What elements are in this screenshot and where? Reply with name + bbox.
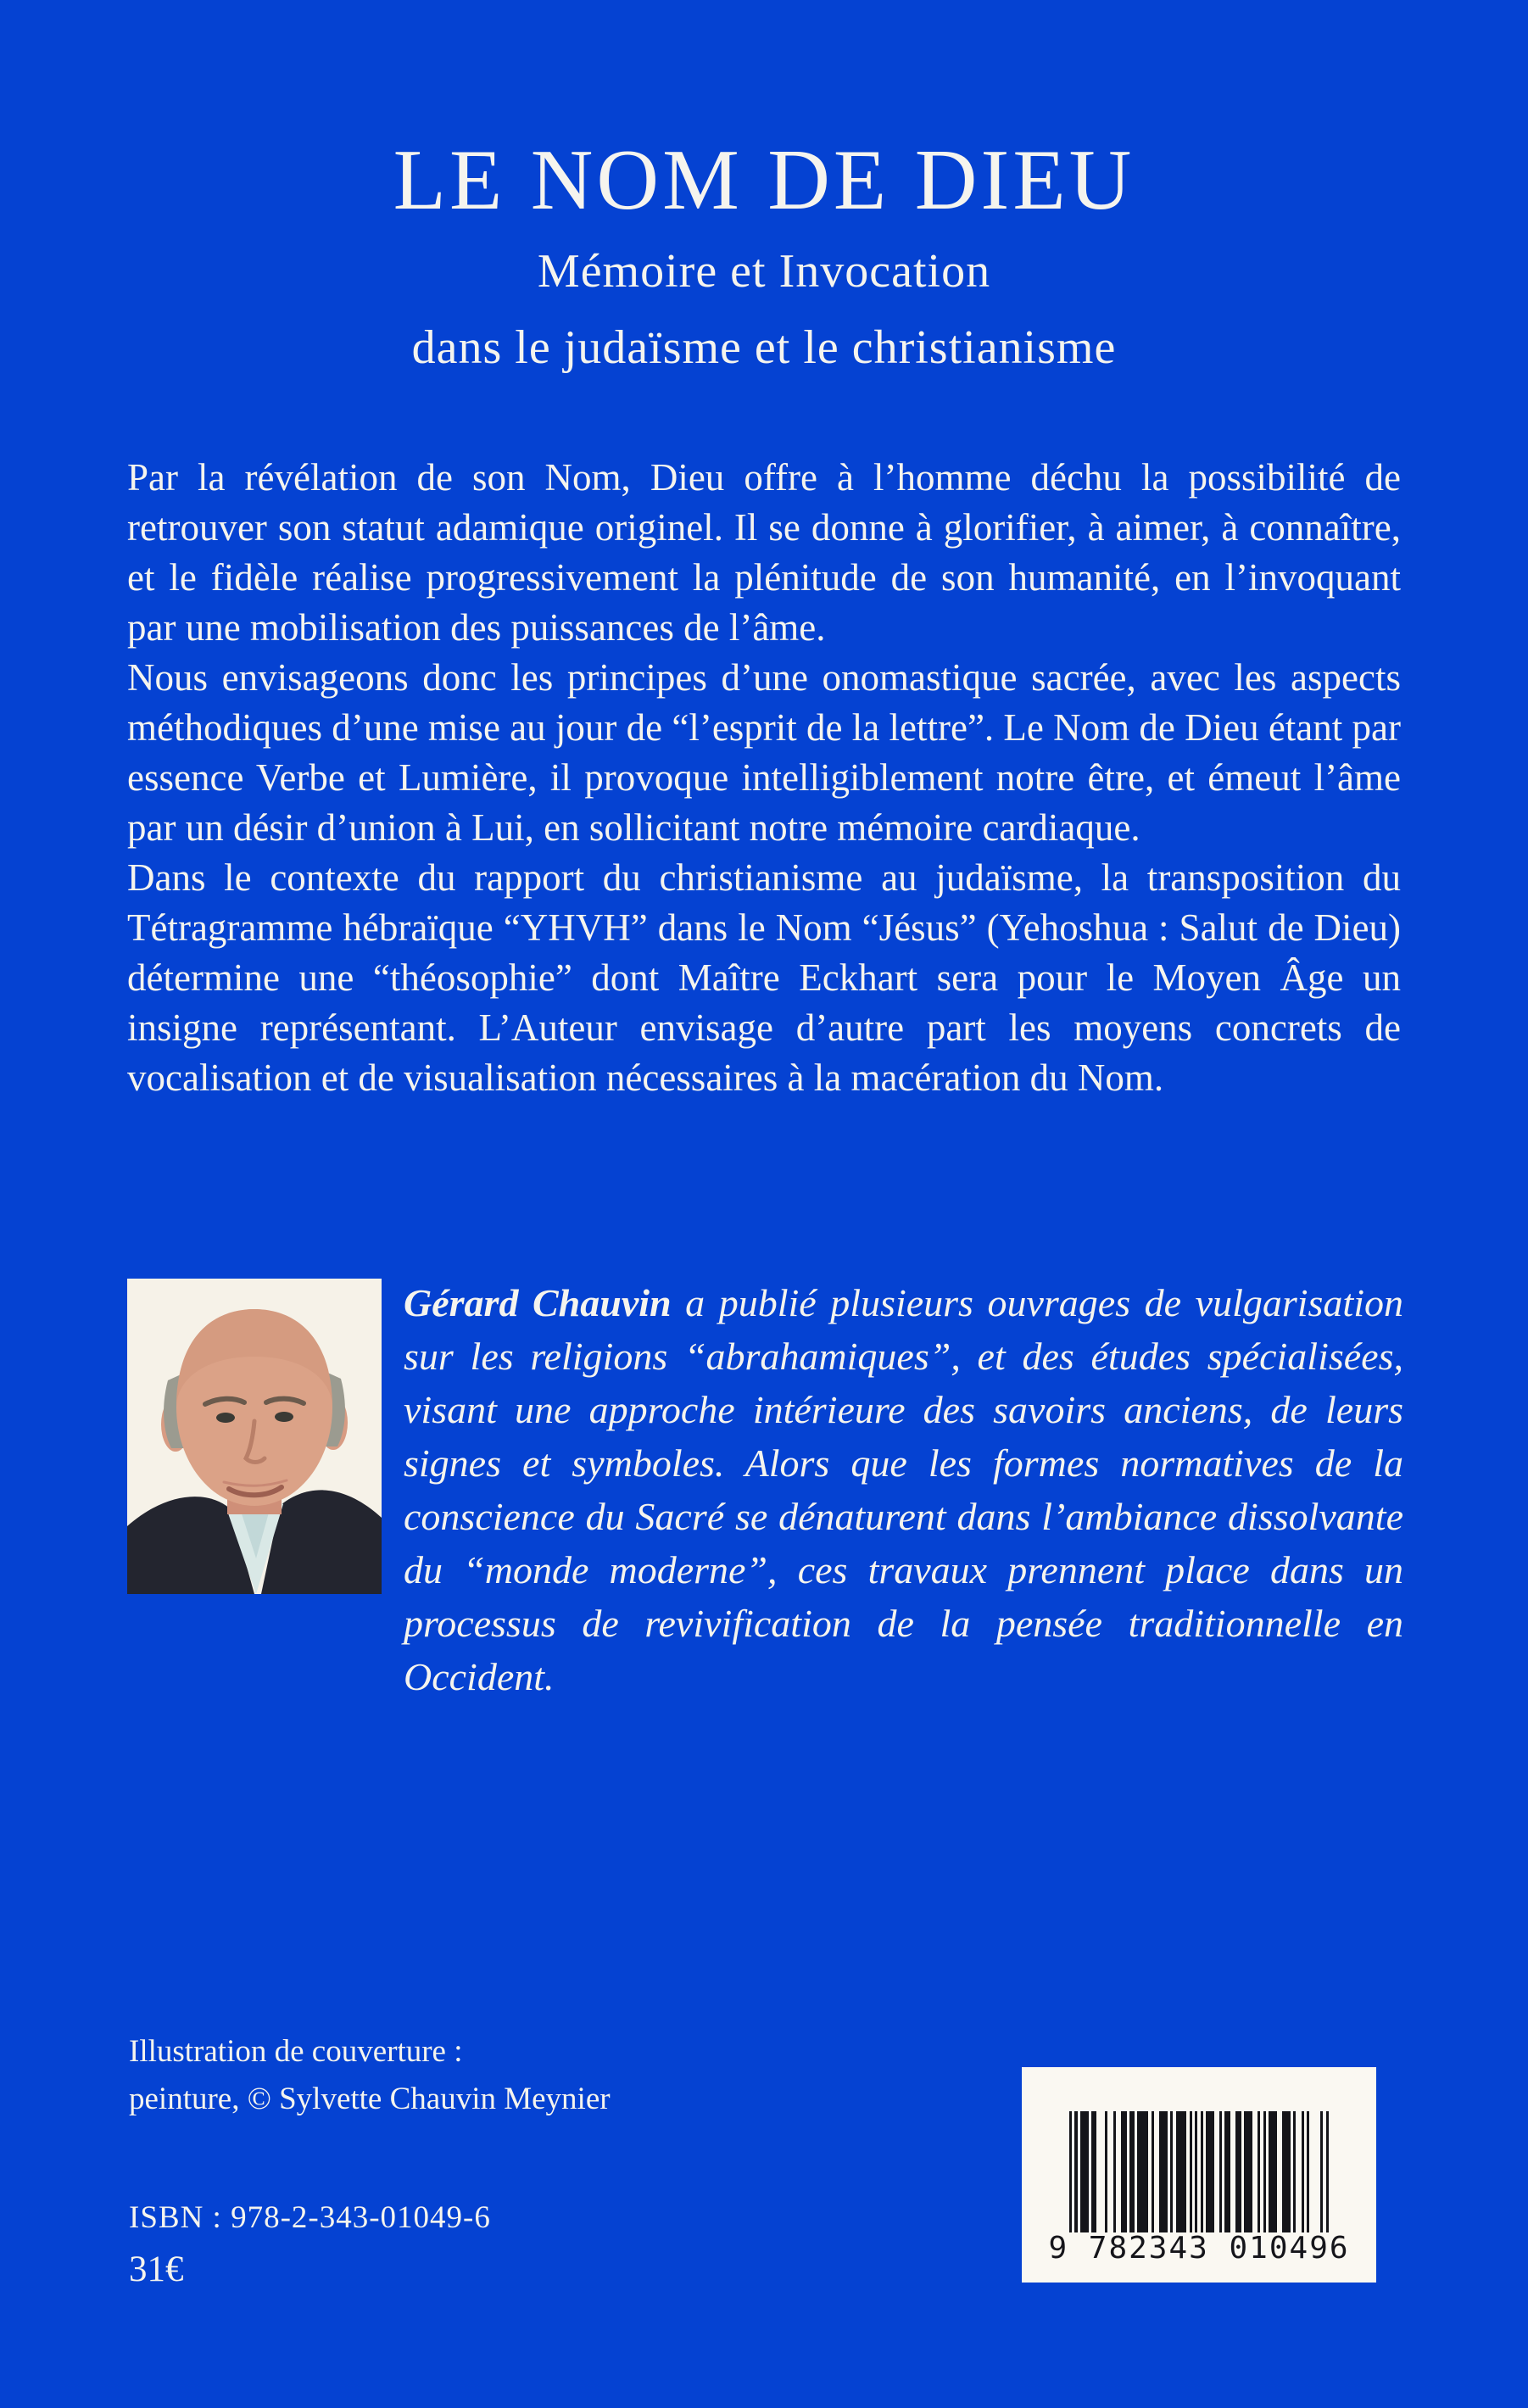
synopsis-paragraph-2: Nous envisageons donc les principes d’une onomastique sacrée, avec les aspects méthodiques d’une mise au jour de “l’esprit de la lettre”. Le Nom de Dieu étant par essence Verbe et Lumière, il provoque intelligiblement notre être, et émeut l’âme par un désir d’union à Lui, en sollicitant notre mémoire cardiaque. (127, 656, 1401, 849)
synopsis-section (127, 453, 1401, 1103)
barcode-number: 9 782343 010496 (1048, 2231, 1350, 2266)
author-bio-rest: a publié plusieurs ouvrages de vulgarisation sur les religions “abrahamiques”, et des études spécialisées, visant une approche intérieure des savoirs anciens, de leurs signes et symboles. Alors que les formes normatives de la conscience du Sacré se dénaturent dans l’ambiance dissolvante du “monde moderne”, ces travaux prennent place dans un processus de revivification de la pensée traditionnelle en Occident. (404, 1281, 1403, 1698)
subtitle-line-2: dans le judaïsme et le christianisme (411, 321, 1117, 375)
page-title: LE NOM DE DIEU (393, 132, 1135, 228)
illustration-credit-line-2: peinture, © Sylvette Chauvin Meynier (129, 2082, 611, 2116)
author-bio-section (127, 1276, 1403, 1703)
illustration-credit-line-1: Illustration de couverture : (129, 2034, 463, 2069)
barcode-bars (1069, 2111, 1329, 2232)
synopsis-paragraph-3: Dans le contexte du rapport du christianisme au judaïsme, la transposition du Tétragramme hébraïque “YHVH” dans le Nom “Jésus” (Yehoshua : Salut de Dieu) détermine une “théosophie” dont Maître Eckhart sera pour le Moyen Âge un insigne représentant. L’Auteur envisage d’autre part les moyens concrets de vocalisation et de visualisation nécessaires à la macération du Nom. (127, 856, 1401, 1099)
isbn-text: ISBN : 978-2-343-01049-6 (129, 2200, 491, 2235)
author-name: Gérard Chauvin (404, 1281, 672, 1324)
illustration-credit (129, 2028, 611, 2123)
synopsis-paragraph-1: Par la révélation de son Nom, Dieu offre à l’homme déchu la possibilité de retrouver son statut adamique originel. Il se donne à glorifier, à aimer, à connaître, et le fidèle réalise progressivement la plénitude de son humanité, en l’invoquant par une mobilisation des puissances de l’âme. (127, 456, 1401, 649)
title-block (0, 134, 1528, 375)
subtitle-line-1: Mémoire et Invocation (537, 245, 991, 298)
price-text: 31€ (129, 2249, 184, 2289)
barcode (1022, 2067, 1376, 2283)
author-portrait-photo (127, 1279, 382, 1594)
